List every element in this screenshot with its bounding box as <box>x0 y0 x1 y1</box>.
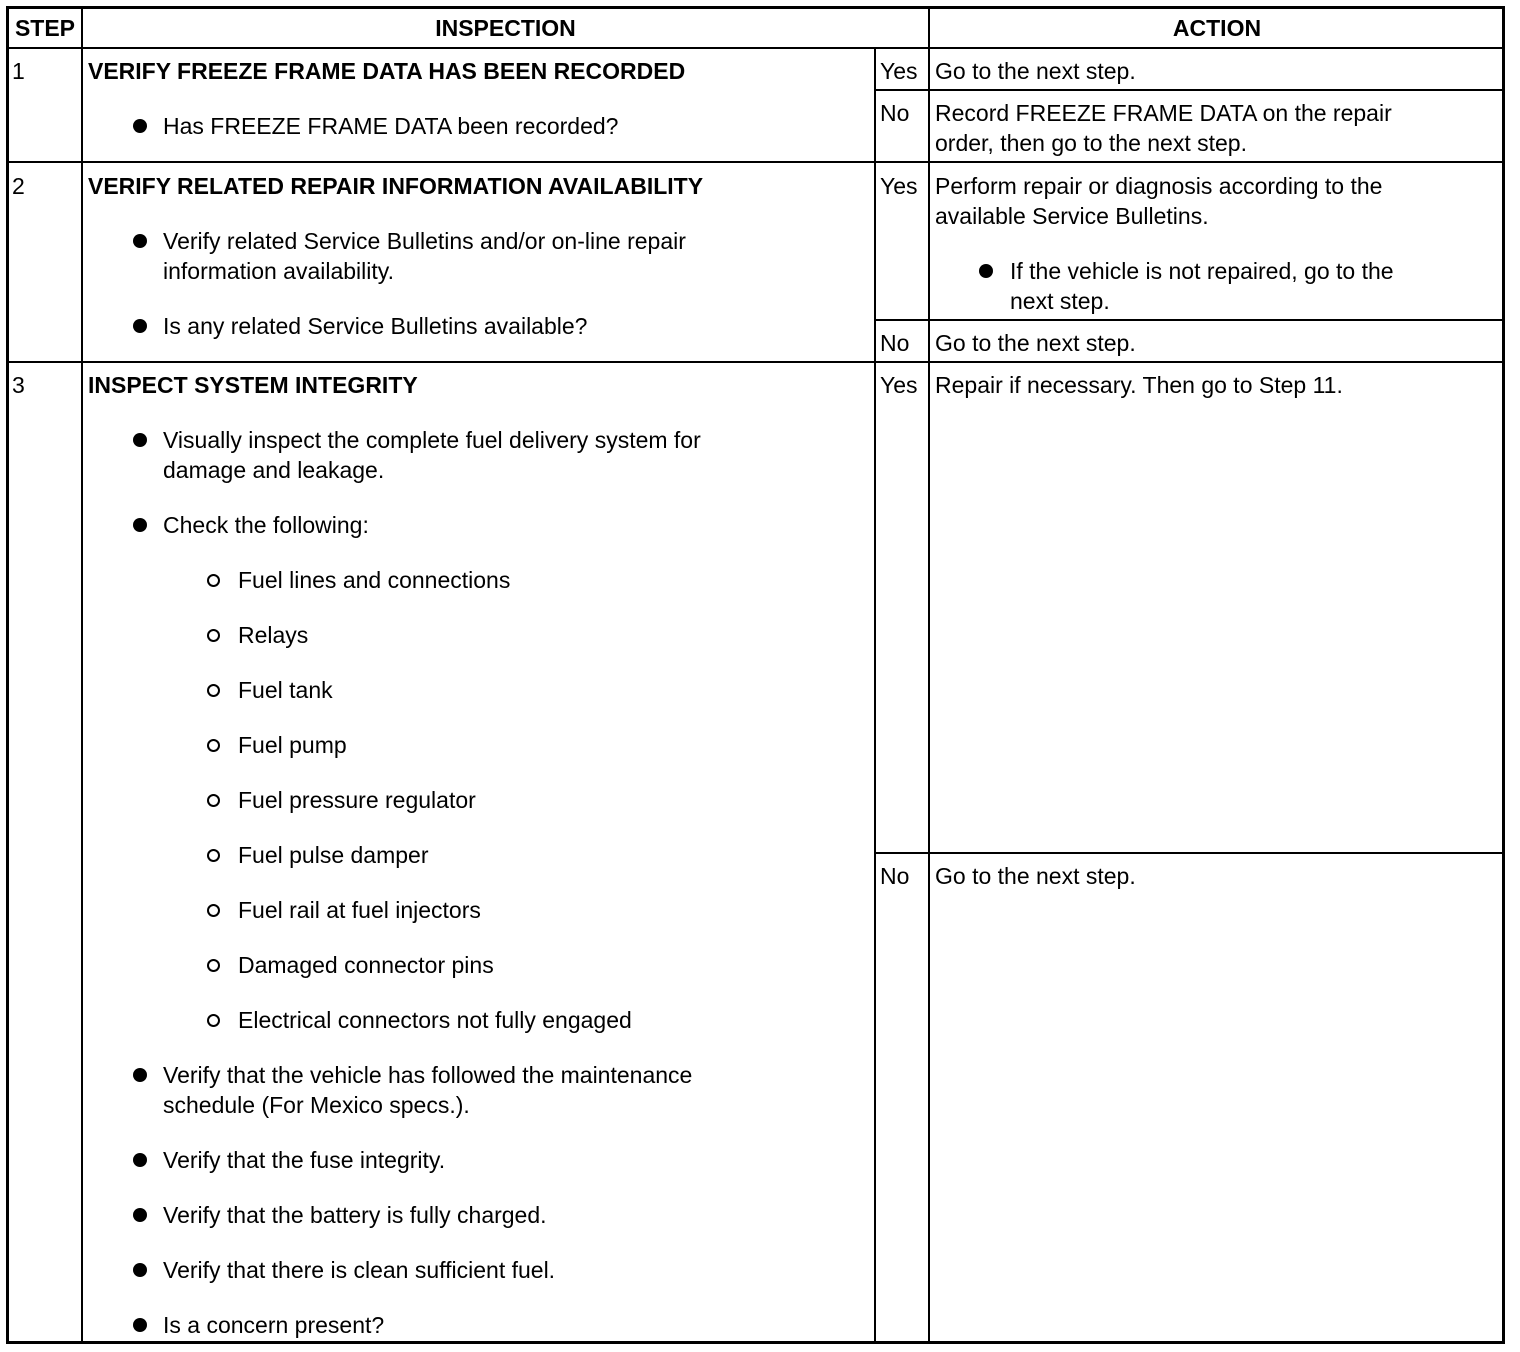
step-2-title: VERIFY RELATED REPAIR INFORMATION AVAILABILITY <box>88 173 704 199</box>
divider-step2-end <box>8 361 1504 363</box>
header-inspection: INSPECTION <box>435 15 576 41</box>
divider-step2-yes-no <box>875 319 1504 321</box>
sub-bullet-icon <box>207 959 220 972</box>
bullet-icon <box>133 1318 147 1332</box>
step-3-title: INSPECT SYSTEM INTEGRITY <box>88 372 418 398</box>
step-3-bullet-2: Check the following: <box>163 512 369 538</box>
divider-step1-yes-no <box>875 89 1504 91</box>
step-3-subitem: Fuel rail at fuel injectors <box>238 897 481 923</box>
step-2-number: 2 <box>12 173 25 199</box>
sub-bullet-icon <box>207 794 220 807</box>
bullet-icon <box>133 1263 147 1277</box>
step-1-no-label: No <box>880 100 910 126</box>
step-3-bullet-1-line-2: damage and leakage. <box>163 457 385 483</box>
divider-result-col <box>874 48 876 1343</box>
step-1-title: VERIFY FREEZE FRAME DATA HAS BEEN RECORDED <box>88 58 686 84</box>
step-2-yes-label: Yes <box>880 173 918 199</box>
sub-bullet-icon <box>207 574 220 587</box>
step-3-subitem: Fuel pump <box>238 732 347 758</box>
divider-step3-yes-no <box>875 852 1504 854</box>
inspection-table <box>6 6 1505 1344</box>
bullet-icon <box>133 234 147 248</box>
bullet-icon <box>133 1208 147 1222</box>
bullet-icon <box>979 264 993 278</box>
step-2-bullet-2: Is any related Service Bulletins available? <box>163 313 588 339</box>
step-1-bullet-1: Has FREEZE FRAME DATA been recorded? <box>163 113 619 139</box>
step-2-bullet-1-line-2: information availability. <box>163 258 394 284</box>
step-2-yes-action-line-2: available Service Bulletins. <box>935 203 1209 229</box>
bullet-icon <box>133 119 147 133</box>
step-3-subitem: Fuel pulse damper <box>238 842 429 868</box>
step-3-subitem: Electrical connectors not fully engaged <box>238 1007 632 1033</box>
bullet-icon <box>133 433 147 447</box>
step-2-yes-bullet-line-2: next step. <box>1010 288 1110 314</box>
header-step: STEP <box>14 15 76 41</box>
divider-header <box>8 47 1504 49</box>
divider-step-col <box>81 8 83 1343</box>
bullet-icon <box>133 319 147 333</box>
step-1-number: 1 <box>12 58 25 84</box>
step-3-yes-action: Repair if necessary. Then go to Step 11. <box>935 372 1343 398</box>
step-3-subitem: Fuel pressure regulator <box>238 787 476 813</box>
step-1-no-action-line-1: Record FREEZE FRAME DATA on the repair <box>935 100 1392 126</box>
step-3-number: 3 <box>12 372 25 398</box>
sub-bullet-icon <box>207 739 220 752</box>
divider-step1-end <box>8 161 1504 163</box>
step-2-yes-bullet-line-1: If the vehicle is not repaired, go to the <box>1010 258 1394 284</box>
step-1-yes-label: Yes <box>880 58 918 84</box>
step-3-bullet-1-line-1: Visually inspect the complete fuel delivery system for <box>163 427 701 453</box>
step-1-no-action-line-2: order, then go to the next step. <box>935 130 1247 156</box>
step-3-no-label: No <box>880 863 910 889</box>
step-3-bullet-5: Verify that the battery is fully charged. <box>163 1202 547 1228</box>
step-3-no-action: Go to the next step. <box>935 863 1136 889</box>
step-2-no-label: No <box>880 330 910 356</box>
step-3-bullet-3-line-2: schedule (For Mexico specs.). <box>163 1092 470 1118</box>
bullet-icon <box>133 1068 147 1082</box>
step-3-bullet-6: Verify that there is clean sufficient fuel. <box>163 1257 556 1283</box>
step-2-no-action: Go to the next step. <box>935 330 1136 356</box>
step-1-yes-action: Go to the next step. <box>935 58 1136 84</box>
step-3-subitem: Damaged connector pins <box>238 952 494 978</box>
sub-bullet-icon <box>207 1014 220 1027</box>
step-3-bullet-7: Is a concern present? <box>163 1312 385 1338</box>
bullet-icon <box>133 518 147 532</box>
step-3-subitem: Relays <box>238 622 309 648</box>
sub-bullet-icon <box>207 904 220 917</box>
header-action: ACTION <box>1172 15 1262 41</box>
step-3-yes-label: Yes <box>880 372 918 398</box>
sub-bullet-icon <box>207 849 220 862</box>
step-3-bullet-3-line-1: Verify that the vehicle has followed the maintenance <box>163 1062 693 1088</box>
sub-bullet-icon <box>207 684 220 697</box>
bullet-icon <box>133 1153 147 1167</box>
step-2-bullet-1-line-1: Verify related Service Bulletins and/or on-line repair <box>163 228 686 254</box>
step-3-bullet-4: Verify that the fuse integrity. <box>163 1147 446 1173</box>
divider-action-col <box>928 8 930 1343</box>
step-3-subitem: Fuel tank <box>238 677 333 703</box>
step-3-subitem: Fuel lines and connections <box>238 567 511 593</box>
sub-bullet-icon <box>207 629 220 642</box>
step-2-yes-action-line-1: Perform repair or diagnosis according to the <box>935 173 1383 199</box>
